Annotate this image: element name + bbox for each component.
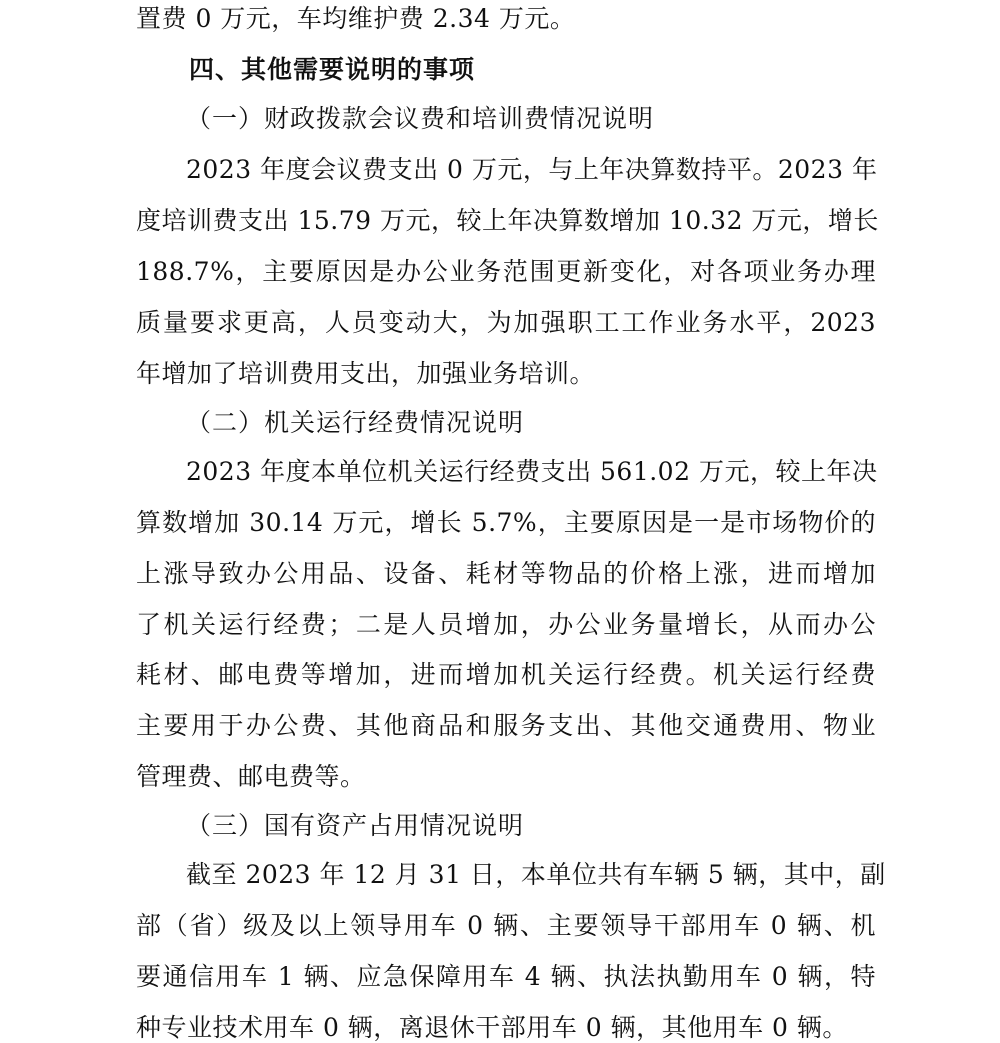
text-line: 要通信用车 1 辆、应急保障用车 4 辆、执法执勤用车 0 辆，特 [136,962,876,991]
text-line: 188.7%，主要原因是办公业务范围更新变化，对各项业务办理 [136,257,876,286]
text-line: 上涨导致办公用品、设备、耗材等物品的价格上涨，进而增加 [136,559,876,588]
text-line: 种专业技术用车 0 辆，离退休干部用车 0 辆，其他用车 0 辆。 [136,1013,848,1042]
text-line: 截至 2023 年 12 月 31 日，本单位共有车辆 5 辆，其中，副 [186,860,886,889]
text-line: 年增加了培训费用支出，加强业务培训。 [136,359,596,388]
text-line: 主要用于办公费、其他商品和服务支出、其他交通费用、物业 [136,711,876,740]
text-line: 2023 年度本单位机关运行经费支出 561.02 万元，较上年决 [186,457,878,486]
text-line: 2023 年度会议费支出 0 万元，与上年决算数持平。2023 年 [186,155,878,184]
subsection-heading: （一）财政拨款会议费和培训费情况说明 [186,104,655,133]
subsection-heading: （三）国有资产占用情况说明 [186,811,525,840]
text-line: 部（省）级及以上领导用车 0 辆、主要领导干部用车 0 辆、机 [136,911,876,940]
text-line: 耗材、邮电费等增加，进而增加机关运行经费。机关运行经费 [136,660,876,689]
subsection-heading: （二）机关运行经费情况说明 [186,408,525,437]
section-heading: 四、其他需要说明的事项 [189,55,476,84]
text-line: 度培训费支出 15.79 万元，较上年决算数增加 10.32 万元，增长 [136,206,879,235]
text-line: 管理费、邮电费等。 [136,762,366,791]
text-line: 了机关运行经费；二是人员增加，办公业务量增长，从而办公 [136,610,876,639]
text-line: 质量要求更高，人员变动大，为加强职工工作业务水平，2023 [136,308,876,337]
text-line: 置费 0 万元，车均维护费 2.34 万元。 [136,4,576,33]
text-line: 算数增加 30.14 万元，增长 5.7%，主要原因是一是市场物价的 [136,508,876,537]
